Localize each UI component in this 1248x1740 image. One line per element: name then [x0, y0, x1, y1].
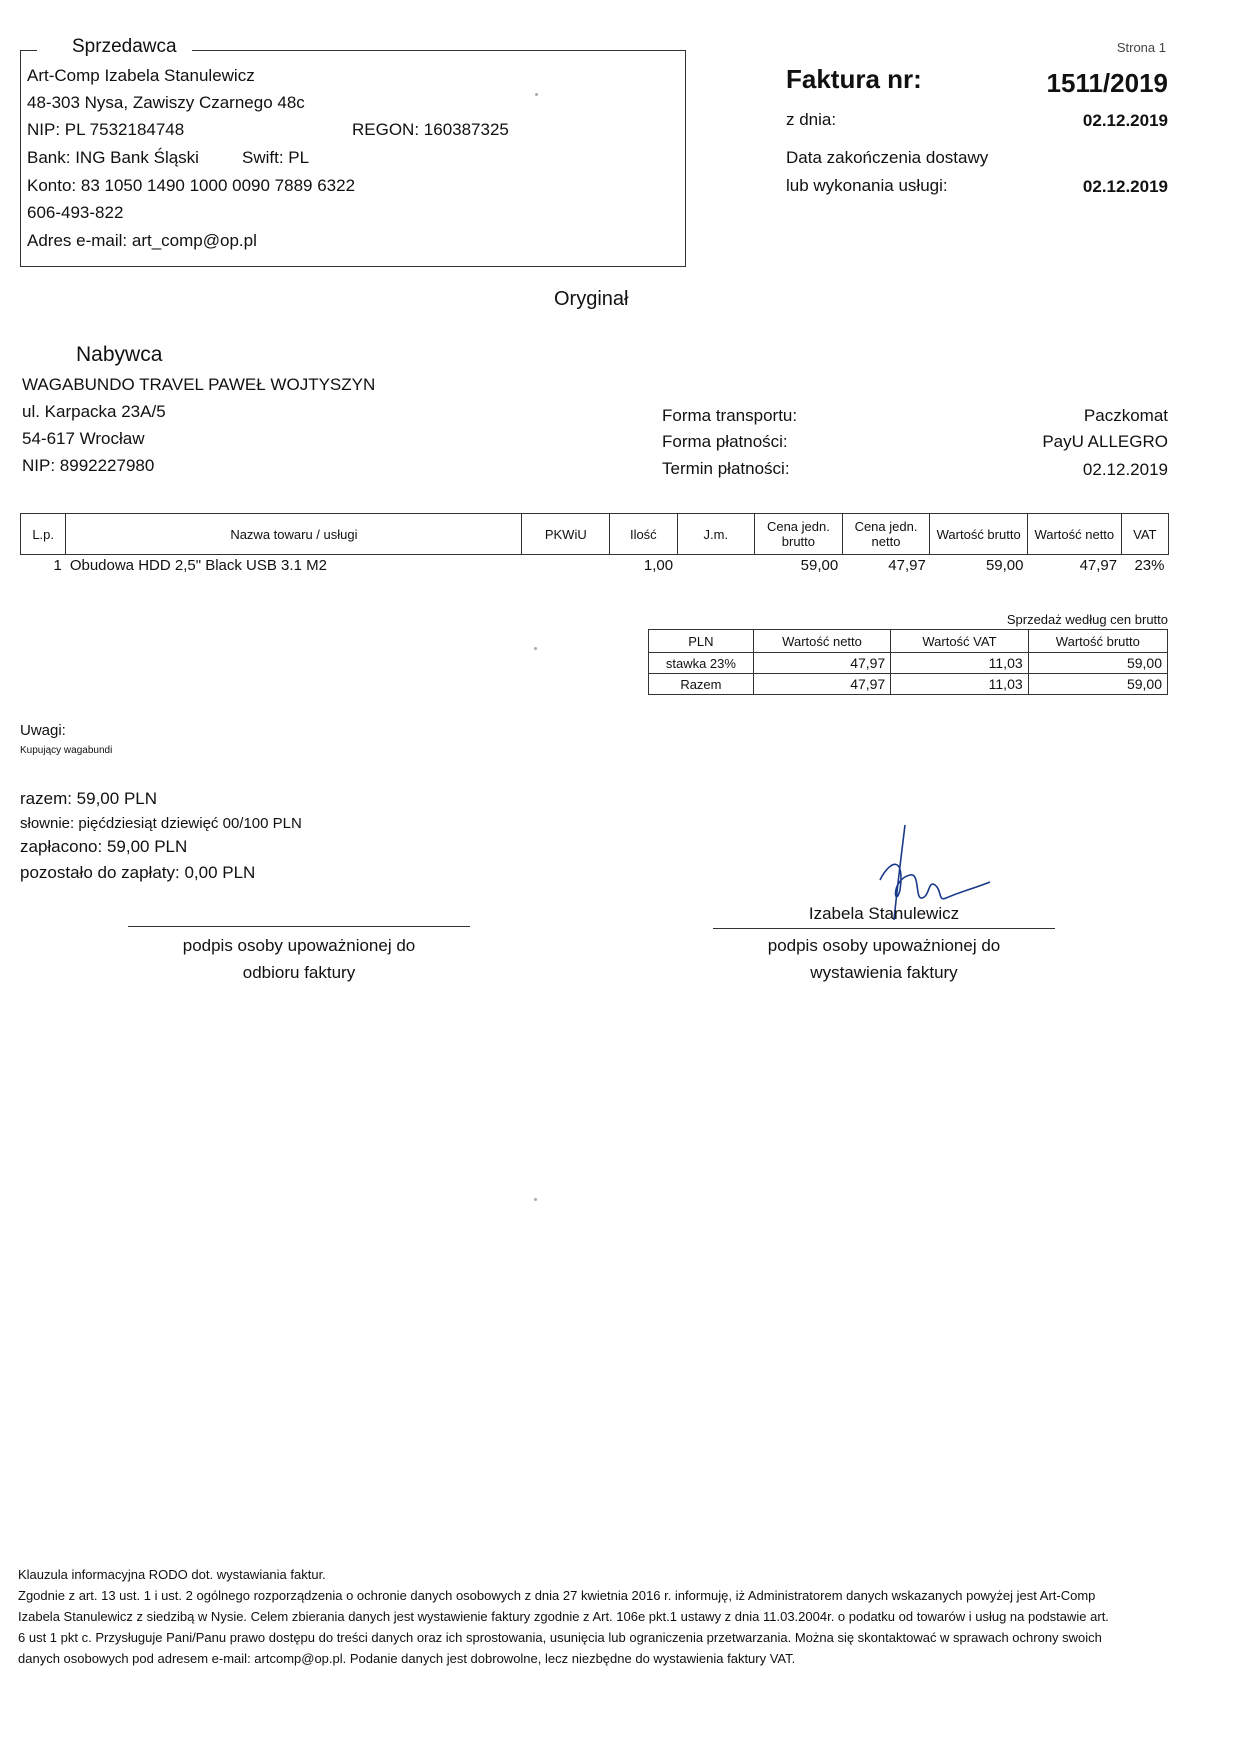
- row-value-gross: 59,00: [985, 557, 1024, 574]
- row-value-net: 47,97: [1079, 557, 1118, 574]
- buyer-title: Nabywca: [76, 343, 163, 366]
- sum-row-label: Razem: [649, 674, 754, 695]
- seller-account: Konto: 83 1050 1490 1000 0090 7889 6322: [27, 176, 356, 195]
- notes-label: Uwagi:: [20, 722, 66, 739]
- gdpr-text-line: Izabela Stanulewicz z siedzibą w Nysie. Celem zbierania danych jest wystawienie faktury zgodnie z Art. 106e pkt.1 ustawy z dnia 11.03.2004r. o podatku od towarów i usług na podstawie art.: [18, 1609, 1109, 1624]
- sum-row-label: stawka 23%: [649, 653, 754, 674]
- scan-dot: [535, 93, 538, 96]
- gdpr-text-line: 6 ust 1 pkt c. Przysługuje Pani/Panu prawo dostępu do treści danych oraz ich sprostowania, usunięcia lub ograniczenia przetwarzania. Można się skontaktować w sprawach ochrony swoich: [18, 1630, 1102, 1645]
- summary-caption: Sprzedaż według cen brutto: [1006, 612, 1168, 627]
- delivery-label-1: Data zakończenia dostawy: [786, 148, 989, 167]
- original-label: Oryginał: [554, 288, 629, 310]
- transport-value: Paczkomat: [1083, 406, 1168, 425]
- summary-header: [649, 630, 1168, 653]
- invoice-number: 1511/2019: [1046, 68, 1168, 98]
- invoice-date-label: z dnia:: [786, 110, 837, 129]
- total-words: słownie: pięćdziesiąt dziewięć 00/100 PLN: [20, 815, 302, 832]
- total-amount: razem: 59,00 PLN: [20, 789, 158, 808]
- receiver-signature-line: [128, 926, 470, 927]
- scan-dot: [534, 1198, 537, 1201]
- sum-row-vat: 11,03: [891, 674, 1028, 695]
- seller-address: 48-303 Nysa, Zawiszy Czarnego 48c: [27, 93, 305, 112]
- sum-row-net: 47,97: [753, 674, 890, 695]
- total-paid: zapłacono: 59,00 PLN: [20, 837, 188, 856]
- seller-email: Adres e-mail: art_comp@op.pl: [27, 231, 257, 250]
- sum-col-pln: PLN: [649, 630, 754, 653]
- receiver-caption-1: podpis osoby upoważnionej do: [182, 936, 416, 955]
- sum-row-vat: 11,03: [891, 653, 1028, 674]
- seller-phone: 606-493-822: [27, 203, 124, 222]
- table-row: [649, 674, 1168, 695]
- row-price-net: 47,97: [888, 557, 926, 574]
- gdpr-title: Klauzula informacyjna RODO dot. wystawiania faktur.: [18, 1567, 326, 1582]
- row-price-gross: 59,00: [800, 557, 839, 574]
- issuer-name: Izabela Stanulewicz: [808, 904, 960, 923]
- payment-label: Forma płatności:: [662, 432, 788, 451]
- page-number: Strona 1: [1116, 40, 1166, 55]
- seller-swift: Swift: PL: [242, 148, 310, 167]
- col-pkwiu: PKWiU: [522, 514, 610, 555]
- col-unit: J.m.: [677, 514, 755, 555]
- due-label: Termin płatności:: [662, 459, 790, 478]
- items-table-header: [21, 514, 1169, 555]
- row-lp: 1: [53, 557, 62, 574]
- col-price-net: Cena jedn. netto: [842, 514, 930, 555]
- issuer-caption-2: wystawienia faktury: [810, 963, 958, 982]
- sum-col-vat: Wartość VAT: [891, 630, 1028, 653]
- sum-col-net: Wartość netto: [753, 630, 890, 653]
- items-table: [20, 513, 1169, 576]
- buyer-street: ul. Karpacka 23A/5: [22, 402, 166, 421]
- sum-row-net: 47,97: [753, 653, 890, 674]
- buyer-city: 54-617 Wrocław: [22, 429, 145, 448]
- table-row: [21, 555, 1169, 577]
- delivery-date: 02.12.2019: [1082, 177, 1168, 196]
- table-row: [649, 653, 1168, 674]
- receiver-signature-caption: [128, 932, 470, 986]
- row-unit: [677, 555, 755, 577]
- scan-dot: [534, 647, 537, 650]
- seller-regon: REGON: 160387325: [352, 120, 509, 139]
- total-remaining: pozostało do zapłaty: 0,00 PLN: [20, 863, 256, 882]
- sum-row-gross: 59,00: [1028, 653, 1167, 674]
- gdpr-text-line: danych osobowych pod adresem e-mail: artcomp@op.pl. Podanie danych jest dobrowolne, lecz niezbędne do wystawienia faktury VAT.: [18, 1651, 796, 1666]
- issuer-signature-line: [713, 928, 1055, 929]
- delivery-label-2: lub wykonania usługi:: [786, 176, 948, 195]
- col-price-gross: Cena jedn. brutto: [755, 514, 843, 555]
- summary-table: [648, 629, 1168, 695]
- col-lp: L.p.: [21, 514, 66, 555]
- col-vat: VAT: [1121, 514, 1168, 555]
- gdpr-text-line: Zgodnie z art. 13 ust. 1 i ust. 2 ogólnego rozporządzenia o ochronie danych osobowych z dnia 27 kwietnia 2016 r. informuję, iż Administratorem danych wskazanych powyżej jest Art-Comp: [18, 1588, 1096, 1603]
- notes-text: Kupujący wagabundi: [20, 745, 113, 756]
- seller-name: Art-Comp Izabela Stanulewicz: [27, 66, 255, 85]
- invoice-date: 02.12.2019: [1082, 111, 1168, 130]
- due-value: 02.12.2019: [1082, 460, 1168, 479]
- gdpr-clause: [18, 1564, 1158, 1669]
- col-value-gross: Wartość brutto: [930, 514, 1028, 555]
- row-name: Obudowa HDD 2,5" Black USB 3.1 M2: [69, 557, 327, 574]
- seller-title: Sprzedawca: [68, 36, 181, 58]
- issuer-caption-1: podpis osoby upoważnionej do: [767, 936, 1001, 955]
- col-qty: Ilość: [610, 514, 677, 555]
- row-qty: 1,00: [643, 557, 674, 574]
- receiver-caption-2: odbioru faktury: [242, 963, 356, 982]
- sum-row-gross: 59,00: [1028, 674, 1167, 695]
- seller-bank: Bank: ING Bank Śląski: [27, 148, 199, 167]
- issuer-signature-caption: [713, 932, 1055, 986]
- buyer-nip: NIP: 8992227980: [22, 456, 155, 475]
- invoice-number-label: Faktura nr:: [786, 64, 922, 94]
- col-name: Nazwa towaru / usługi: [66, 514, 522, 555]
- transport-label: Forma transportu:: [662, 406, 798, 425]
- row-vat: 23%: [1134, 557, 1165, 574]
- buyer-name: WAGABUNDO TRAVEL PAWEŁ WOJTYSZYN: [22, 375, 376, 394]
- seller-nip: NIP: PL 7532184748: [27, 120, 185, 139]
- col-value-net: Wartość netto: [1027, 514, 1121, 555]
- payment-value: PayU ALLEGRO: [1042, 432, 1168, 451]
- row-pkwiu: [522, 555, 610, 577]
- sum-col-gross: Wartość brutto: [1028, 630, 1167, 653]
